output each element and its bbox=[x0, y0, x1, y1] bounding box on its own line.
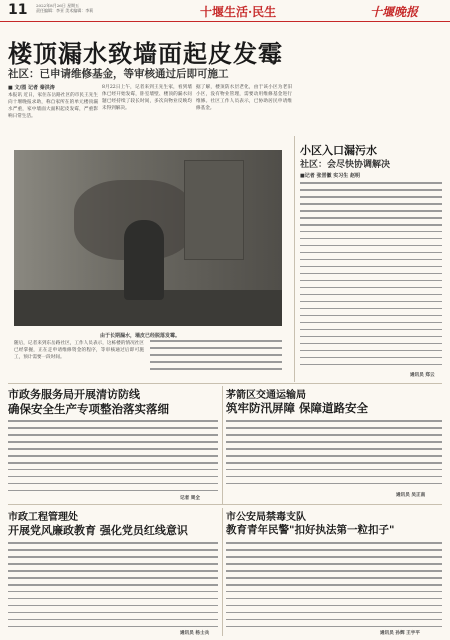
section-title: 十堰生活·民生 bbox=[200, 5, 277, 19]
article-4-title: 市公安局禁毒支队 bbox=[226, 512, 306, 523]
article-1-text bbox=[8, 420, 218, 498]
side-byline: ■记者 张晋徽 实习生 赵明 bbox=[300, 173, 360, 179]
article-3-credit: 通讯员 杨士兵 bbox=[180, 631, 210, 636]
side-credit: 通讯员 郑云 bbox=[410, 373, 435, 378]
main-paragraph-1: 本报讯 近日，家住东岳路社区的市民王先生向十堰晚报求助，称自家所在的单元楼顶漏水严重，家中墙面大面积起皮发霉，严重影响日常生活。 bbox=[8, 93, 98, 119]
page-number: 11 bbox=[8, 2, 28, 18]
article-3-text bbox=[8, 542, 218, 632]
article-3-subtitle: 开展党风廉政教育 强化党员红线意识 bbox=[8, 524, 188, 537]
article-3-title: 市政工程管理处 bbox=[8, 512, 78, 523]
section-divider-2 bbox=[8, 504, 442, 505]
photo-caption: 由于长期漏水，墙皮已经脱落发霉。 bbox=[100, 333, 181, 339]
article-4-credit: 通讯员 孙辉 王宇平 bbox=[380, 631, 420, 636]
column-rule bbox=[294, 136, 295, 382]
leak-photo bbox=[14, 150, 282, 326]
article-2-credit: 通讯员 吴正南 bbox=[396, 493, 426, 498]
main-paragraph-3: 据了解，楼顶防水层老化，由于该小区为老旧小区，没有物业管理，需要动用维修基金进行维修。社区工作人员表示，已协助居民申请维修基金。 bbox=[196, 85, 292, 111]
main-subhead: 社区：已申请维修基金，等审核通过后即可施工 bbox=[8, 68, 229, 80]
date-line: 2022年8月26日 星期五 bbox=[36, 3, 80, 8]
article-2-subtitle: 筑牢防汛屏障 保障道路安全 bbox=[226, 401, 369, 415]
text-block bbox=[150, 340, 282, 378]
section-divider bbox=[8, 383, 442, 384]
brand-logo: 十堰晚报 bbox=[370, 5, 419, 19]
page-header bbox=[0, 0, 450, 22]
main-headline: 楼顶漏水致墙面起皮发霉 bbox=[8, 39, 283, 68]
main-paragraph-2: 8月22日上午，记者来到王先生家，看到墙体已经开始发霉，卧室墙壁、楼顶的漏水问题已经持续了较长时间，多次向物业反映均未得到解决。 bbox=[102, 85, 192, 111]
article-2-title: 茅箭区交通运输局 bbox=[226, 390, 306, 401]
side-text bbox=[300, 182, 442, 378]
column-rule-3 bbox=[222, 508, 223, 636]
article-1-title: 市政务服务局开展清访防线 bbox=[8, 388, 140, 401]
article-1-subtitle: 确保安全生产专项整治落实落细 bbox=[8, 402, 169, 416]
article-4-text bbox=[226, 542, 442, 630]
article-2-text bbox=[226, 420, 442, 490]
editor-line: 责任编辑：李亚 美术编辑：李莉 bbox=[36, 8, 94, 13]
photo-person bbox=[124, 220, 164, 300]
side-title: 小区入口漏污水 bbox=[300, 144, 377, 157]
main-paragraph-4: 随后，记者来到东岳路社区，工作人员表示，这栋楼的情况社区已经掌握，正在走申请维修资金的程序，等审核通过后即可施工，预计需要一段时间。 bbox=[14, 341, 144, 360]
photo-door bbox=[184, 160, 244, 260]
spacer bbox=[8, 150, 10, 151]
date-block bbox=[36, 3, 93, 13]
article-1-credit: 记者 周全 bbox=[180, 496, 200, 501]
column-rule-2 bbox=[222, 386, 223, 504]
main-byline: ■ 文/图 记者 秦洪涛 bbox=[8, 85, 55, 91]
side-subtitle: 社区：会尽快协调解决 bbox=[300, 160, 391, 170]
article-4-subtitle: 教育青年民警"扣好执法第一粒扣子" bbox=[226, 524, 395, 536]
